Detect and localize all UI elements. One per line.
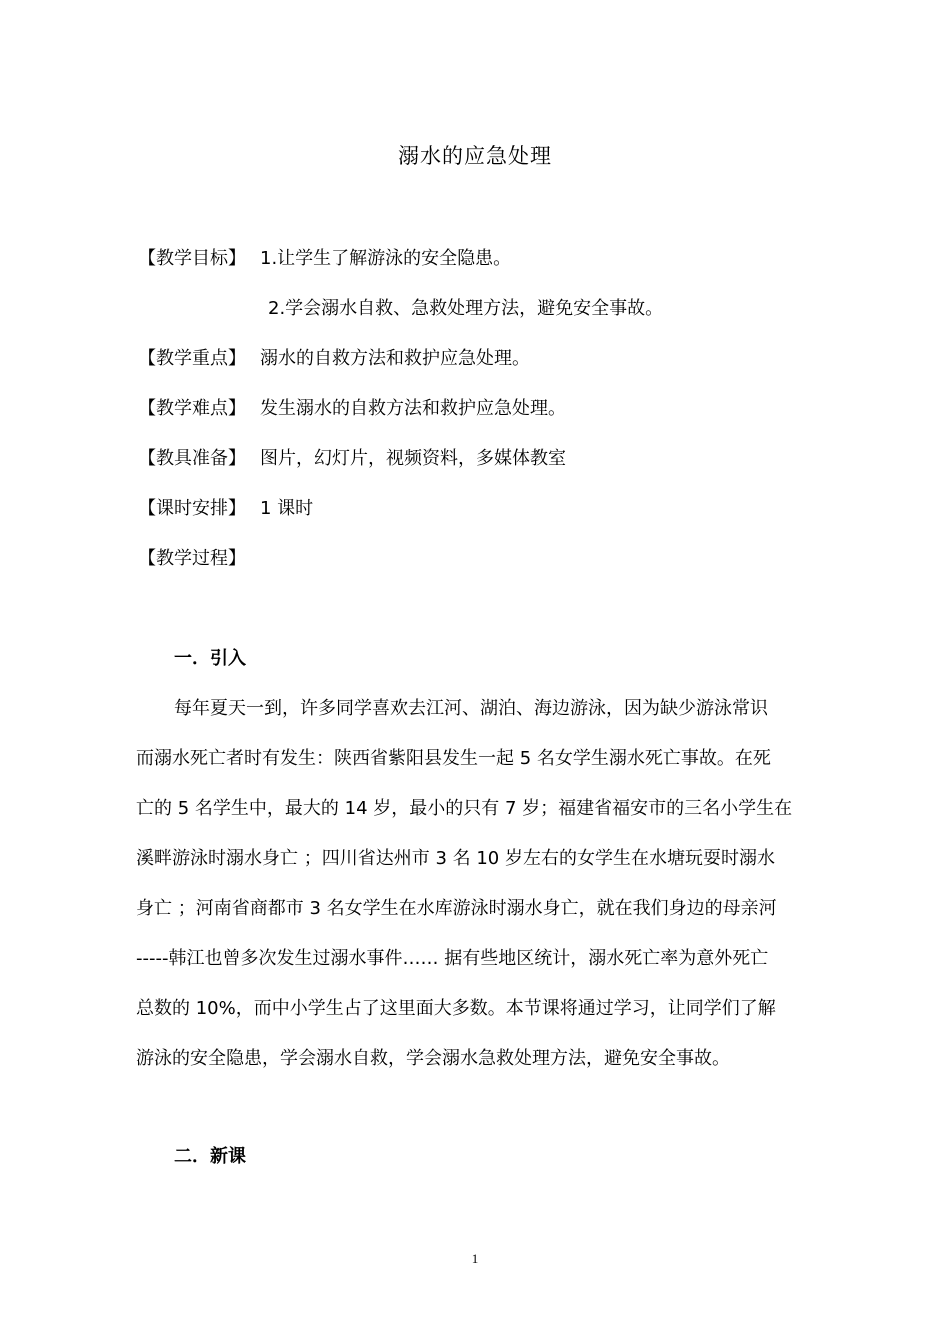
paragraph-line: 总数的 10%，而中小学生占了这里面大多数。本节课将通过学习，让同学们了解 bbox=[136, 998, 776, 1019]
meta-row-schedule bbox=[138, 494, 313, 520]
meta-row-process bbox=[138, 544, 260, 570]
paragraph-line: 游泳的安全隐患，学会溺水自救，学会溺水急救处理方法，避免安全事故。 bbox=[136, 1048, 730, 1069]
meta-value: 溺水的自救方法和救护应急处理。 bbox=[260, 348, 530, 369]
meta-row-key-points bbox=[138, 344, 530, 370]
paragraph-line: 每年夏天一到，许多同学喜欢去江河、湖泊、海边游泳，因为缺少游泳常识 bbox=[174, 698, 768, 719]
meta-row-objectives bbox=[138, 244, 511, 270]
section-heading-new-lesson: 二．新课 bbox=[174, 1146, 246, 1167]
meta-value: 图片，幻灯片，视频资料，多媒体教室 bbox=[260, 448, 566, 469]
meta-row-objectives-continued: 2.学会溺水自救、急救处理方法，避免安全事故。 bbox=[268, 298, 664, 319]
meta-row-difficulties bbox=[138, 394, 566, 420]
meta-value: 1.让学生了解游泳的安全隐患。 bbox=[260, 248, 512, 269]
document-title: 溺水的应急处理 bbox=[398, 144, 552, 168]
paragraph-line: 身亡 ；河南省商都市 3 名女学生在水库游泳时溺水身亡，就在我们身边的母亲河 bbox=[136, 898, 777, 919]
paragraph-line: -----韩江也曾多次发生过溺水事件…… 据有些地区统计，溺水死亡率为意外死亡 bbox=[136, 948, 769, 969]
meta-label: 【教学重点】 bbox=[138, 348, 246, 369]
meta-row-materials bbox=[138, 444, 566, 470]
meta-label: 【教学目标】 bbox=[138, 248, 246, 269]
meta-label: 【教学过程】 bbox=[138, 548, 246, 569]
page-number: 1 bbox=[471, 1251, 479, 1266]
meta-label: 【教具准备】 bbox=[138, 448, 246, 469]
section-heading-introduction: 一．引入 bbox=[174, 648, 246, 669]
paragraph-line: 而溺水死亡者时有发生：陕西省紫阳县发生一起 5 名女学生溺水死亡事故。在死 bbox=[136, 748, 771, 769]
paragraph-line: 溪畔游泳时溺水身亡 ；四川省达州市 3 名 10 岁左右的女学生在水塘玩耍时溺水 bbox=[136, 848, 775, 869]
meta-value: 1 课时 bbox=[260, 498, 314, 519]
meta-value: 发生溺水的自救方法和救护应急处理。 bbox=[260, 398, 566, 419]
paragraph-line: 亡的 5 名学生中，最大的 14 岁，最小的只有 7 岁；福建省福安市的三名小学生在 bbox=[136, 798, 793, 819]
meta-label: 【课时安排】 bbox=[138, 498, 246, 519]
meta-label: 【教学难点】 bbox=[138, 398, 246, 419]
